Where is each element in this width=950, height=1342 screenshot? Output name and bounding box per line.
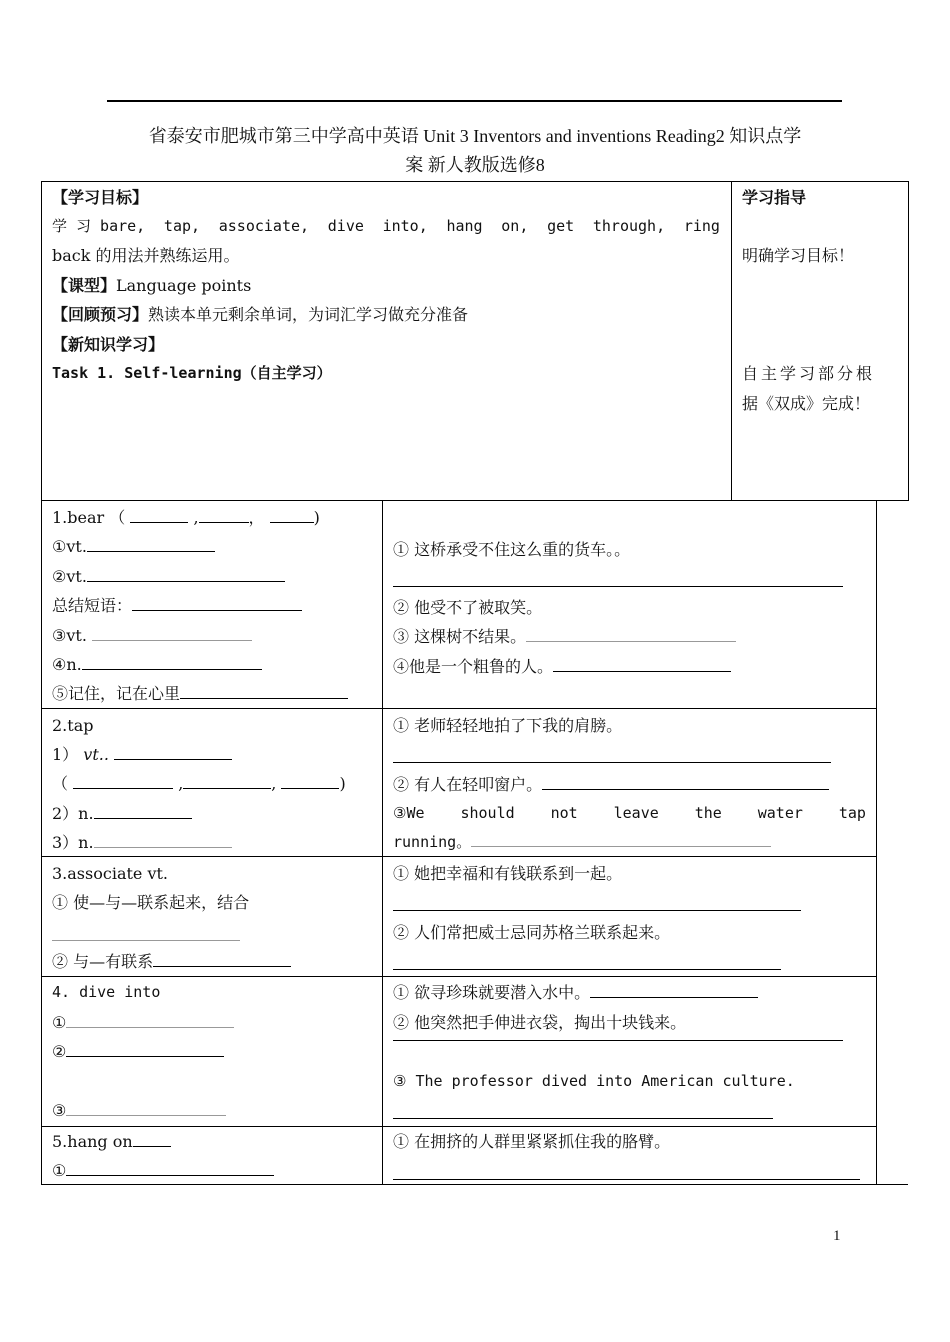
objective-word: on, bbox=[501, 217, 529, 235]
blank bbox=[92, 622, 252, 641]
blank bbox=[553, 653, 731, 672]
blank bbox=[133, 1128, 171, 1147]
objective-line2: back 的用法并熟练运用。 bbox=[52, 246, 240, 265]
item-label: ② bbox=[52, 1042, 67, 1061]
objective-word: 学 习 bare, bbox=[52, 217, 146, 235]
objective-line1 bbox=[52, 212, 720, 241]
dive-sentence bbox=[393, 978, 758, 1007]
answer-line bbox=[52, 940, 240, 941]
item-label: ① bbox=[52, 1013, 67, 1032]
hang-item bbox=[52, 1156, 274, 1185]
answer-line bbox=[393, 969, 781, 970]
item-label: ③vt. bbox=[52, 626, 87, 645]
item-label: ①vt. bbox=[52, 537, 87, 556]
tap-item bbox=[52, 799, 192, 828]
item-label: （ bbox=[52, 774, 69, 793]
bear-sentence: ① 这桥承受不住这么重的货车。。 bbox=[393, 540, 631, 559]
course-type-label: 【课型】 bbox=[52, 276, 117, 295]
objective-word: ring bbox=[683, 217, 720, 235]
table-mid-border bbox=[382, 500, 383, 1184]
item-label: ① bbox=[52, 1161, 67, 1180]
blank bbox=[66, 1009, 234, 1028]
table-right-border bbox=[876, 500, 877, 1184]
dive-heading: 4. dive into bbox=[52, 983, 161, 1001]
objective-word: into, bbox=[382, 217, 428, 235]
blank bbox=[66, 1157, 274, 1176]
item-label: 总结短语： bbox=[52, 596, 133, 615]
blank bbox=[180, 680, 348, 699]
sentence-word: ③We bbox=[393, 804, 425, 822]
blank bbox=[526, 623, 736, 642]
associate-item bbox=[52, 947, 291, 976]
bear-item bbox=[52, 562, 285, 591]
objective-word: tap, bbox=[163, 217, 201, 235]
dive-item bbox=[52, 1096, 226, 1125]
guide-heading: 学习指导 bbox=[742, 188, 807, 207]
blank bbox=[94, 829, 232, 848]
course-type bbox=[52, 271, 251, 300]
dive-sentence: ② 他突然把手伸进衣袋，掏出十块钱来。 bbox=[393, 1013, 687, 1032]
tap-heading: 2.tap bbox=[52, 716, 94, 735]
sentence-text: ④他是一个粗鲁的人。 bbox=[393, 657, 554, 676]
tap-sentence bbox=[393, 770, 829, 799]
sentence-word: not bbox=[550, 804, 578, 822]
blank bbox=[590, 979, 758, 998]
blank bbox=[87, 533, 215, 552]
blank bbox=[66, 1038, 224, 1057]
sentence-word: should bbox=[460, 804, 515, 822]
item-label: 2）n. bbox=[52, 804, 94, 823]
tap-item bbox=[52, 740, 232, 769]
item-label: ③ bbox=[52, 1101, 67, 1120]
blank bbox=[542, 771, 829, 790]
blank bbox=[132, 592, 302, 611]
blank bbox=[73, 770, 173, 789]
bear-item bbox=[52, 591, 302, 620]
blank bbox=[183, 770, 271, 789]
bear-item bbox=[52, 679, 348, 708]
guide-1: 明确学习目标！ bbox=[742, 246, 855, 265]
bear-sentence: ② 他受不了被取笑。 bbox=[393, 598, 543, 617]
tap-sentence: ① 老师轻轻地拍了下我的肩膀。 bbox=[393, 716, 623, 735]
sentence-word: the bbox=[694, 804, 722, 822]
objective-word: associate, bbox=[218, 217, 310, 235]
bear-sentence bbox=[393, 622, 736, 651]
associate-sentence: ② 人们常把威士忌同苏格兰联系起来。 bbox=[393, 923, 671, 942]
tap-sentence bbox=[393, 799, 866, 828]
dive-item bbox=[52, 1037, 224, 1066]
hang-heading bbox=[52, 1127, 171, 1156]
bear-sentence bbox=[393, 652, 731, 681]
answer-line bbox=[393, 762, 831, 763]
blank bbox=[87, 563, 285, 582]
blank bbox=[281, 770, 339, 789]
item-label: 1.bear （ bbox=[52, 508, 126, 527]
dive-sentence: ③ The professor dived into American culture. bbox=[393, 1072, 795, 1090]
tap-sentence bbox=[393, 828, 771, 857]
sentence-text: running。 bbox=[393, 833, 472, 851]
tap-item: （ , , ) bbox=[52, 769, 370, 798]
objective-word: through, bbox=[592, 217, 666, 235]
item-label: 3）n. bbox=[52, 833, 94, 852]
hang-sentence: ① 在拥挤的人群里紧紧抓住我的胳臂。 bbox=[393, 1132, 671, 1151]
row-divider bbox=[41, 976, 876, 977]
bear-item bbox=[52, 650, 262, 679]
associate-item: ① 使—与—联系起来，结合 bbox=[52, 893, 250, 912]
blank bbox=[82, 651, 262, 670]
header-rule bbox=[107, 100, 842, 102]
blank bbox=[270, 504, 314, 523]
review bbox=[52, 300, 468, 329]
course-type-value: Language points bbox=[116, 276, 252, 295]
item-label: ② 与—有联系 bbox=[52, 952, 154, 971]
associate-sentence: ① 她把幸福和有钱联系到一起。 bbox=[393, 864, 623, 883]
sentence-text: ③ 这棵树不结果。 bbox=[393, 627, 527, 646]
item-label: 5.hang on bbox=[52, 1132, 133, 1151]
associate-heading: 3.associate vt. bbox=[52, 864, 169, 883]
intro-divider bbox=[731, 181, 732, 501]
blank bbox=[94, 800, 192, 819]
review-label: 【回顾预习】 bbox=[52, 305, 149, 324]
guide-2-line2: 据《双成》完成！ bbox=[742, 394, 871, 413]
item-label: 1） bbox=[52, 745, 79, 764]
item-label: ④n. bbox=[52, 655, 82, 674]
objective-word: hang bbox=[446, 217, 483, 235]
bear-item bbox=[52, 621, 252, 650]
objective-heading: 【学习目标】 bbox=[52, 188, 149, 207]
answer-line bbox=[393, 1179, 860, 1180]
document-title-line2: 案 新人教版选修8 bbox=[405, 155, 545, 175]
dive-item bbox=[52, 1008, 234, 1037]
blank bbox=[66, 1097, 226, 1116]
item-label: ⑤记住，记在心里 bbox=[52, 684, 181, 703]
sentence-word: leave bbox=[613, 804, 659, 822]
blank bbox=[153, 948, 291, 967]
table-left-border bbox=[41, 500, 42, 1184]
objective-word: get bbox=[547, 217, 575, 235]
blank bbox=[130, 504, 188, 523]
sentence-text: ① 欲寻珍珠就要潜入水中。 bbox=[393, 983, 591, 1002]
page-number: 1 bbox=[833, 1228, 841, 1244]
blank bbox=[114, 741, 232, 760]
item-label: ②vt. bbox=[52, 567, 87, 586]
item-label: vt.. bbox=[83, 745, 109, 764]
bear-item bbox=[52, 532, 215, 561]
objective-word: dive bbox=[327, 217, 364, 235]
sentence-word: water bbox=[757, 804, 803, 822]
task1-heading: Task 1. Self-learning（自主学习） bbox=[52, 364, 332, 382]
answer-line bbox=[393, 586, 843, 587]
new-knowledge-heading: 【新知识学习】 bbox=[52, 335, 165, 354]
document-title-line1: 省泰安市肥城市第三中学高中英语 Unit 3 Inventors and inventions Reading2 知识点学 bbox=[148, 126, 802, 146]
blank bbox=[471, 828, 771, 847]
review-value: 熟读本单元剩余单词，为词汇学习做充分准备 bbox=[148, 305, 469, 324]
answer-line bbox=[393, 1118, 773, 1119]
row-divider bbox=[41, 708, 876, 709]
blank bbox=[199, 504, 249, 523]
answer-line bbox=[393, 910, 801, 911]
bear-heading: 1.bear （ , ， ) bbox=[52, 503, 320, 532]
answer-line bbox=[393, 1040, 843, 1041]
tap-item bbox=[52, 828, 232, 857]
guide-2-line1: 自主学习部分根 bbox=[742, 364, 876, 383]
sentence-text: ② 有人在轻叩窗户。 bbox=[393, 775, 543, 794]
sentence-word: tap bbox=[838, 804, 866, 822]
